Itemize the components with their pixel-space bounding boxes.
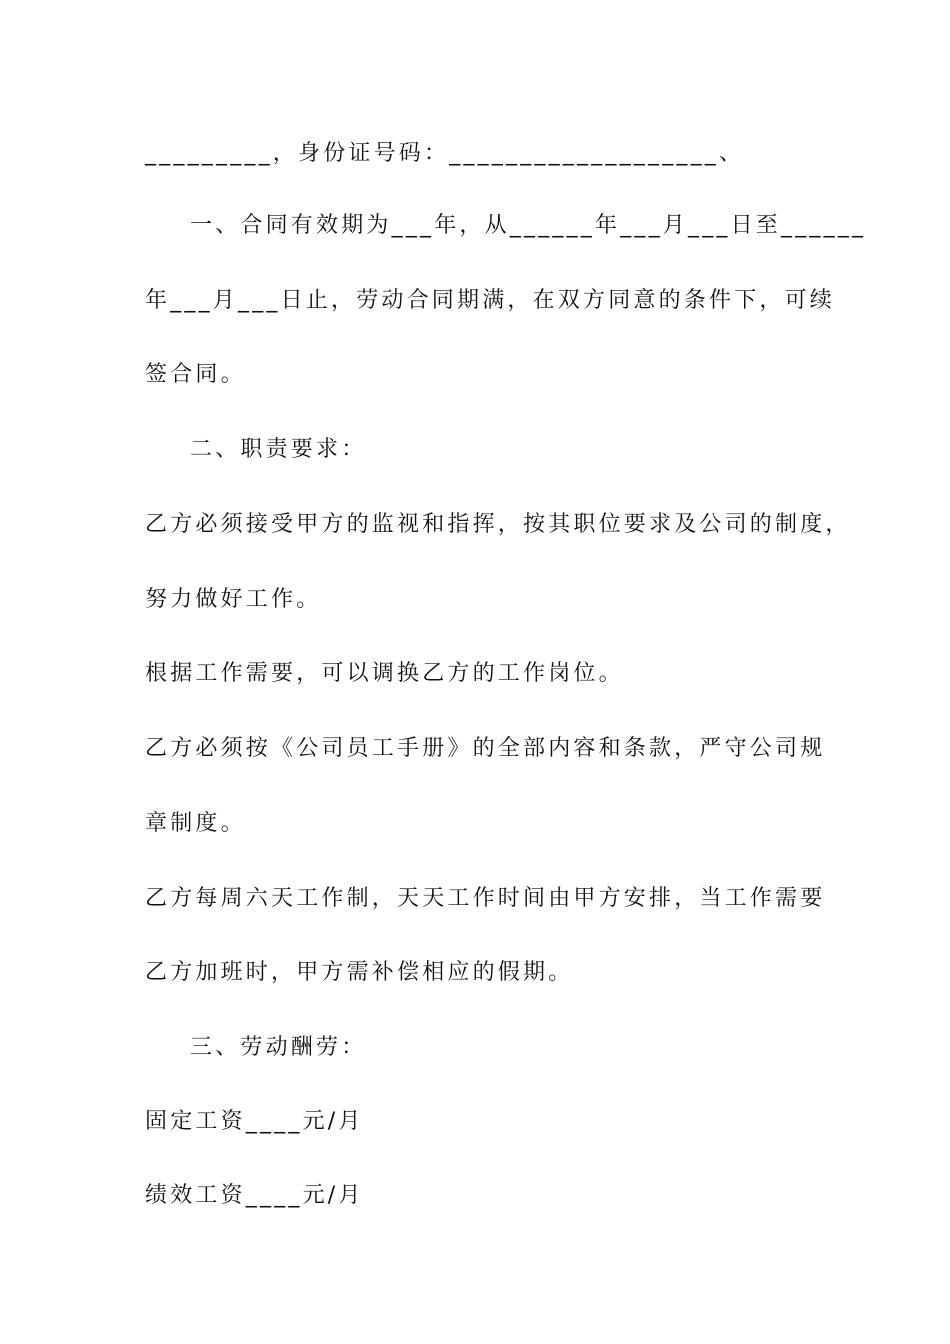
clause-2-heading: 二、职责要求： — [190, 437, 367, 462]
duty-paragraph-2: 根据工作需要，可以调换乙方的工作岗位。 — [145, 661, 624, 686]
duty-paragraph-3-end: 章制度。 — [145, 811, 246, 836]
performance-salary-line: 绩效工资____元/月 — [145, 1183, 364, 1208]
clause-1-end: 签合同。 — [145, 362, 246, 387]
fixed-salary-line: 固定工资____元/月 — [145, 1109, 364, 1134]
duty-paragraph-1: 乙方必须接受甲方的监视和指挥，按其职位要求及公司的制度， — [145, 512, 851, 537]
duty-paragraph-1-end: 努力做好工作。 — [145, 587, 322, 612]
duty-paragraph-4-end: 乙方加班时，甲方需补偿相应的假期。 — [145, 960, 574, 985]
clause-1-term-line: 一、合同有效期为___年，从______年___月___日至______ — [190, 213, 867, 238]
duty-paragraph-4: 乙方每周六天工作制，天天工作时间由甲方安排，当工作需要 — [145, 886, 826, 911]
id-number-line: _________，身份证号码：___________________、 — [145, 141, 745, 166]
clause-3-heading: 三、劳动酬劳： — [190, 1035, 367, 1060]
clause-1-continuation: 年___月___日止，劳动合同期满，在双方同意的条件下，可续 — [145, 288, 836, 313]
duty-paragraph-3: 乙方必须按《公司员工手册》的全部内容和条款，严守公司规 — [145, 736, 826, 761]
